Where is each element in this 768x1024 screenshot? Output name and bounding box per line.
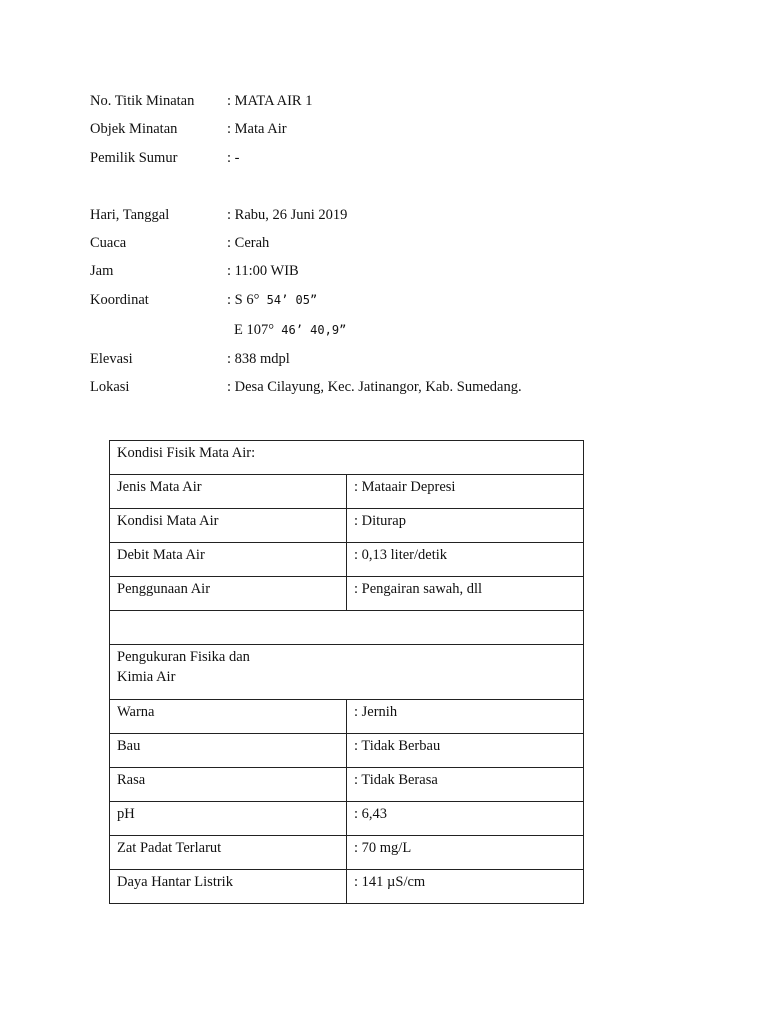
cell-label: Debit Mata Air: [110, 543, 347, 577]
cell-label: Zat Padat Terlarut: [110, 836, 347, 870]
info-koordinat-e: [90, 320, 690, 340]
cell-label: pH: [110, 802, 347, 836]
koordinat-s-degree: °: [253, 292, 260, 308]
table-row: [110, 802, 584, 836]
info-objek: [90, 119, 690, 139]
cell-label: Daya Hantar Listrik: [110, 870, 347, 904]
info-cuaca: [90, 233, 690, 253]
cell-label: Rasa: [110, 768, 347, 802]
empty-cell: [110, 611, 584, 645]
value-lokasi: : Desa Cilayung, Kec. Jatinangor, Kab. Sumedang.: [227, 379, 522, 395]
table-row: [110, 577, 584, 611]
koordinat-e-rest: 46’ 40,9”: [274, 323, 347, 337]
cell-value: : Mataair Depresi: [347, 475, 584, 509]
info-no-titik: [90, 91, 690, 111]
cell-value: : Diturap: [347, 509, 584, 543]
kondisi-title: Kondisi Fisik Mata Air:: [110, 441, 584, 475]
pengukuran-title: [110, 645, 584, 700]
table-row: [110, 768, 584, 802]
pengukuran-title-line1: Pengukuran Fisika dan: [117, 649, 250, 665]
table-section-header: [110, 441, 584, 475]
cell-label: Penggunaan Air: [110, 577, 347, 611]
pengukuran-title-line2: Kimia Air: [117, 669, 176, 685]
info-koordinat: [90, 290, 690, 310]
cell-value: : Pengairan sawah, dll: [347, 577, 584, 611]
label-jam: Jam: [90, 263, 114, 279]
table-empty-row: [110, 611, 584, 645]
koordinat-s-rest: 54’ 05”: [259, 293, 318, 307]
table-row: [110, 543, 584, 577]
cell-value: : 70 mg/L: [347, 836, 584, 870]
table-row: [110, 870, 584, 904]
table-row: [110, 475, 584, 509]
value-objek: : Mata Air: [227, 121, 287, 137]
cell-value: : Jernih: [347, 700, 584, 734]
value-koordinat-e: [234, 320, 346, 340]
cell-value: : 6,43: [347, 802, 584, 836]
cell-label: Bau: [110, 734, 347, 768]
label-koordinat: Koordinat: [90, 292, 149, 308]
label-pemilik: Pemilik Sumur: [90, 150, 178, 166]
value-jam: : 11:00 WIB: [227, 263, 299, 279]
info-lokasi: [90, 377, 690, 397]
label-objek: Objek Minatan: [90, 121, 178, 137]
value-cuaca: : Cerah: [227, 235, 270, 251]
value-pemilik: : -: [227, 150, 240, 166]
table-section-header: [110, 645, 584, 700]
cell-label: Jenis Mata Air: [110, 475, 347, 509]
info-jam: [90, 261, 690, 281]
value-elevasi: : 838 mdpl: [227, 351, 290, 367]
label-no-titik: No. Titik Minatan: [90, 93, 195, 109]
table-row: [110, 734, 584, 768]
kondisi-table: [109, 440, 584, 904]
cell-value: : 0,13 liter/detik: [347, 543, 584, 577]
cell-value: : Tidak Berbau: [347, 734, 584, 768]
koordinat-e-degree: °: [268, 322, 275, 338]
label-elevasi: Elevasi: [90, 351, 133, 367]
info-elevasi: [90, 349, 690, 369]
label-hari: Hari, Tanggal: [90, 207, 170, 223]
value-koordinat-s: [227, 290, 317, 310]
label-cuaca: Cuaca: [90, 235, 127, 251]
cell-value: : Tidak Berasa: [347, 768, 584, 802]
info-pemilik: [90, 148, 690, 168]
value-no-titik: : MATA AIR 1: [227, 93, 313, 109]
table-row: [110, 836, 584, 870]
cell-value: : 141 µS/cm: [347, 870, 584, 904]
cell-label: Warna: [110, 700, 347, 734]
label-lokasi: Lokasi: [90, 379, 130, 395]
cell-label: Kondisi Mata Air: [110, 509, 347, 543]
koordinat-s-prefix: : S 6: [227, 292, 254, 308]
value-hari: : Rabu, 26 Juni 2019: [227, 207, 348, 223]
table-row: [110, 509, 584, 543]
koordinat-e-prefix: E 107: [234, 322, 269, 338]
table-row: [110, 700, 584, 734]
info-hari: [90, 205, 690, 225]
